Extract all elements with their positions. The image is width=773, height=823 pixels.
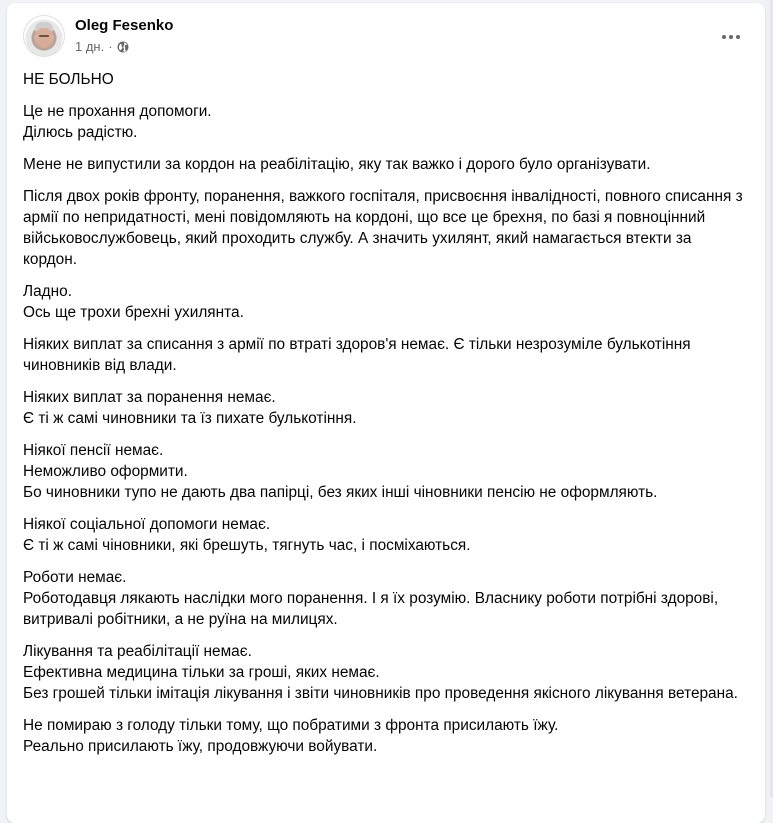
post-text-line: Після двох років фронту, поранення, важкого госпіталя, присвоєння інвалідності, повного списання з армії по непридатності, мені повідомляють на кордоні, що все це брехня, по базі я повноцінний військовослужбовець, який проходить службу. А значить ухилянт, який намагається втекти за кордон. [23, 188, 743, 268]
globe-icon[interactable] [117, 41, 129, 53]
post-text-line: Ніяких виплат за списання з армії по втраті здоров'я немає. Є тільки незрозуміле булькотіння чиновників від влади. [23, 336, 691, 374]
post-text-line: Є ті ж самі чиновники та їз пихате булькотіння. [23, 410, 357, 427]
post-paragraph [23, 514, 745, 556]
post-text-line: Ніякої соціальної допомоги немає. [23, 516, 271, 533]
post-text-line: Ось ще трохи брехні ухилянта. [23, 304, 244, 321]
post-timestamp-link[interactable]: 1 дн. [75, 39, 105, 54]
post-card [7, 3, 765, 823]
post-paragraph [23, 154, 745, 175]
more-horizontal-icon [722, 35, 726, 39]
post-paragraph [23, 186, 745, 270]
post-text-line: Ладно. [23, 283, 72, 300]
post-text-line: Це не прохання допомоги. [23, 103, 212, 120]
post-paragraph [23, 641, 745, 704]
post-paragraph [23, 715, 745, 757]
more-horizontal-icon [736, 35, 740, 39]
post-paragraph [23, 281, 745, 323]
post-meta [75, 39, 129, 54]
meta-separator: · [108, 39, 113, 54]
post-text-line: НЕ БОЛЬНО [23, 71, 114, 88]
post-text-line: Неможливо оформити. [23, 463, 188, 480]
post-paragraph [23, 101, 745, 143]
more-horizontal-icon [729, 35, 733, 39]
post-text-line: Ніяких виплат за поранення немає. [23, 389, 276, 406]
post-text-line: Лікування та реабілітації немає. [23, 643, 252, 660]
post-text-line: Бо чиновники тупо не дають два папірці, без яких інші чіновники пенсію не оформляють. [23, 484, 658, 501]
post-paragraph [23, 440, 745, 503]
post-text-line: Роботи немає. [23, 569, 127, 586]
post-paragraph [23, 69, 745, 90]
post-text-line: Роботодавця лякають наслідки мого поранення. І я їх розумію. Власнику роботи потрібні здорові, витривалі робітники, а не руїна на милицях. [23, 590, 719, 628]
post-text [23, 69, 745, 768]
post-paragraph [23, 334, 745, 376]
post-text-line: Ніякої пенсії немає. [23, 442, 164, 459]
post-text-line: Ефективна медицина тільки за гроші, яких немає. [23, 664, 380, 681]
post-header [23, 15, 749, 59]
more-options-button[interactable] [713, 19, 749, 55]
post-text-line: Ділюсь радістю. [23, 124, 138, 141]
avatar-eyes [39, 35, 49, 37]
post-text-line: Без грошей тільки імітація лікування і звіти чиновників про проведення якісного лікування ветерана. [23, 685, 738, 702]
post-text-line: Не помираю з голоду тільки тому, що побратими з фронта присилають їжу. [23, 717, 559, 734]
author-name-link[interactable]: Oleg Fesenko [75, 17, 174, 34]
post-text-line: Є ті ж самі чіновники, які брешуть, тягнуть час, і посміхаються. [23, 537, 471, 554]
avatar-face [36, 28, 52, 48]
post-paragraph [23, 567, 745, 630]
author-avatar[interactable] [23, 15, 65, 57]
post-text-line: Мене не випустили за кордон на реабілітацію, яку так важко і дорого було організувати. [23, 156, 651, 173]
post-paragraph [23, 387, 745, 429]
post-text-line: Реально присилають їжу, продовжуючи войувати. [23, 738, 378, 755]
